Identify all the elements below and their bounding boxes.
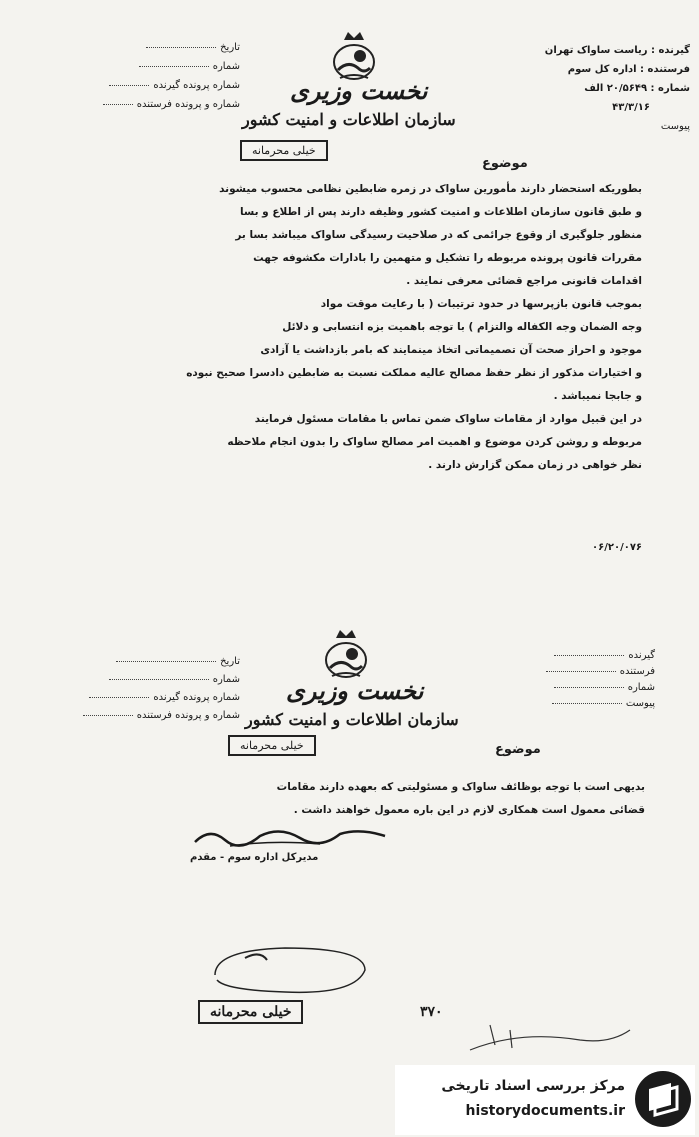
- body-line: در این قبیل موارد از مقامات ساواک ضمن تماس با مقامات مسئول فرمایند: [254, 413, 642, 425]
- doc1-classification-stamp: خیلی محرمانه: [240, 140, 328, 161]
- body-line: مقررات قانون پرونده مربوطه را تشکیل و متهمین را بادارات مکشوفه جهت: [253, 252, 642, 264]
- field-date: تاریخ: [95, 42, 240, 61]
- body-line: منظور جلوگیری از وقوع جرائمی که در صلاحیت رسیدگی ساواک میباشد بسا بر: [235, 229, 642, 241]
- doc2-right-fields: [505, 650, 655, 714]
- doc1-title: نخست وزیری: [290, 76, 428, 105]
- doc1-subtitle: سازمان اطلاعات و امنیت کشور: [242, 110, 456, 129]
- body-line: و طبق قانون سازمان اطلاعات و امنیت کشور وظیفه دارند پس از اطلاع و بسا: [239, 206, 642, 218]
- field-letter-number: شماره : ۲۰/۵۶۴۹ الف: [584, 83, 690, 94]
- field-attachment: پیوست: [505, 698, 655, 714]
- body-line: موجود و احراز صحت آن تصمیماتی اتخاذ مینمایند که بامر بازداشت یا آزادی: [260, 344, 642, 356]
- field-sender: فرستنده: [505, 666, 655, 682]
- doc2-signature-note: مدیرکل اداره سوم - مقدم: [190, 852, 319, 863]
- doc2-subtitle: سازمان اطلاعات و امنیت کشور: [245, 710, 459, 729]
- handwritten-oval: [205, 940, 375, 1000]
- field-number: شماره: [95, 61, 240, 80]
- watermark-url: historydocuments.ir: [465, 1103, 625, 1119]
- body-line: قضائی معمول است همکاری لازم در این باره معمول خواهند داشت .: [293, 804, 645, 816]
- field-receiver-file: شماره پرونده گیرنده: [95, 80, 240, 99]
- archive-logo-icon: [635, 1071, 691, 1127]
- field-recipient: گیرنده: [505, 650, 655, 666]
- doc2-classification-stamp: خیلی محرمانه: [228, 735, 316, 756]
- body-line: بموجب قانون بازپرسها در حدود ترتیبات ( با رعایت موقت مواد: [320, 298, 642, 310]
- field-sender-file: شماره و پرونده فرستنده: [95, 99, 240, 118]
- doc1-right-fields: [460, 45, 690, 140]
- field-number: شماره: [40, 674, 240, 692]
- field-sender: فرستنده : اداره کل سوم: [567, 64, 690, 75]
- body-line: بطوریکه استحضار دارند مأمورین ساواک در زمره ضابطین نظامی محسوب میشوند: [219, 183, 642, 195]
- signature-scribble-icon: [190, 822, 390, 852]
- field-receiver-file: شماره پرونده گیرنده: [40, 692, 240, 710]
- doc2-body: [50, 776, 645, 822]
- handwritten-scribble-icon: [460, 1010, 640, 1060]
- body-line: بدیهی است با توجه بوظائف ساواک و مسئولیتی که بعهده دارند مقامات: [276, 781, 645, 793]
- doc2-margin-note: ۳۷۰: [420, 1004, 443, 1020]
- field-letter-date: ۴۳/۳/۱۶: [612, 102, 650, 113]
- body-line: و جابجا نمیباشد .: [553, 390, 642, 402]
- field-number: شماره: [505, 682, 655, 698]
- body-line: نظر خواهی در زمان ممکن گزارش دارند .: [428, 459, 642, 471]
- doc1-body: [52, 178, 642, 477]
- archive-watermark: [395, 1065, 695, 1135]
- field-attachment: پیوست: [660, 121, 690, 132]
- watermark-title: مرکز بررسی اسناد تاریخی: [441, 1078, 625, 1094]
- handwritten-scribble: [460, 1010, 640, 1060]
- doc2-bottom-stamp: خیلی محرمانه: [198, 1000, 303, 1024]
- doc2-left-fields: [40, 656, 240, 728]
- doc2-emblem: [322, 628, 370, 680]
- field-date: تاریخ: [40, 656, 240, 674]
- field-sender-file: شماره و پرونده فرستنده: [40, 710, 240, 728]
- body-line: و اختیارات مذکور از نظر حفظ مصالح عالیه مملکت نسبت به ضابطین دادسرا صحیح نبوده: [186, 367, 642, 379]
- lion-and-sun-icon: [330, 30, 378, 82]
- body-line: مربوطه و روشن کردن موضوع و اهمیت امر مصالح ساواک را بدون انجام ملاحظه: [227, 436, 642, 448]
- doc1-bottom-ref: ۰۶/۲۰/۰۷۶: [592, 542, 643, 553]
- body-line: وجه الضمان وجه الکفاله والتزام ) با توجه باهمیت بزه انتسابی و دلائل: [282, 321, 642, 333]
- body-line: اقدامات قانونی مراجع قضائی معرفی نمایند .: [406, 275, 642, 287]
- doc1-left-fields: [95, 42, 240, 118]
- signature: [190, 822, 390, 852]
- doc2-title: نخست وزیری: [286, 676, 424, 705]
- field-recipient: گیرنده : ریاست ساواک تهران: [544, 45, 690, 56]
- doc1-emblem: [330, 30, 378, 82]
- doc2-subject-label: موضوع: [495, 742, 541, 757]
- lion-and-sun-icon: [322, 628, 370, 680]
- doc1-subject-label: موضوع: [482, 156, 528, 171]
- handwritten-loop-icon: [205, 940, 375, 1000]
